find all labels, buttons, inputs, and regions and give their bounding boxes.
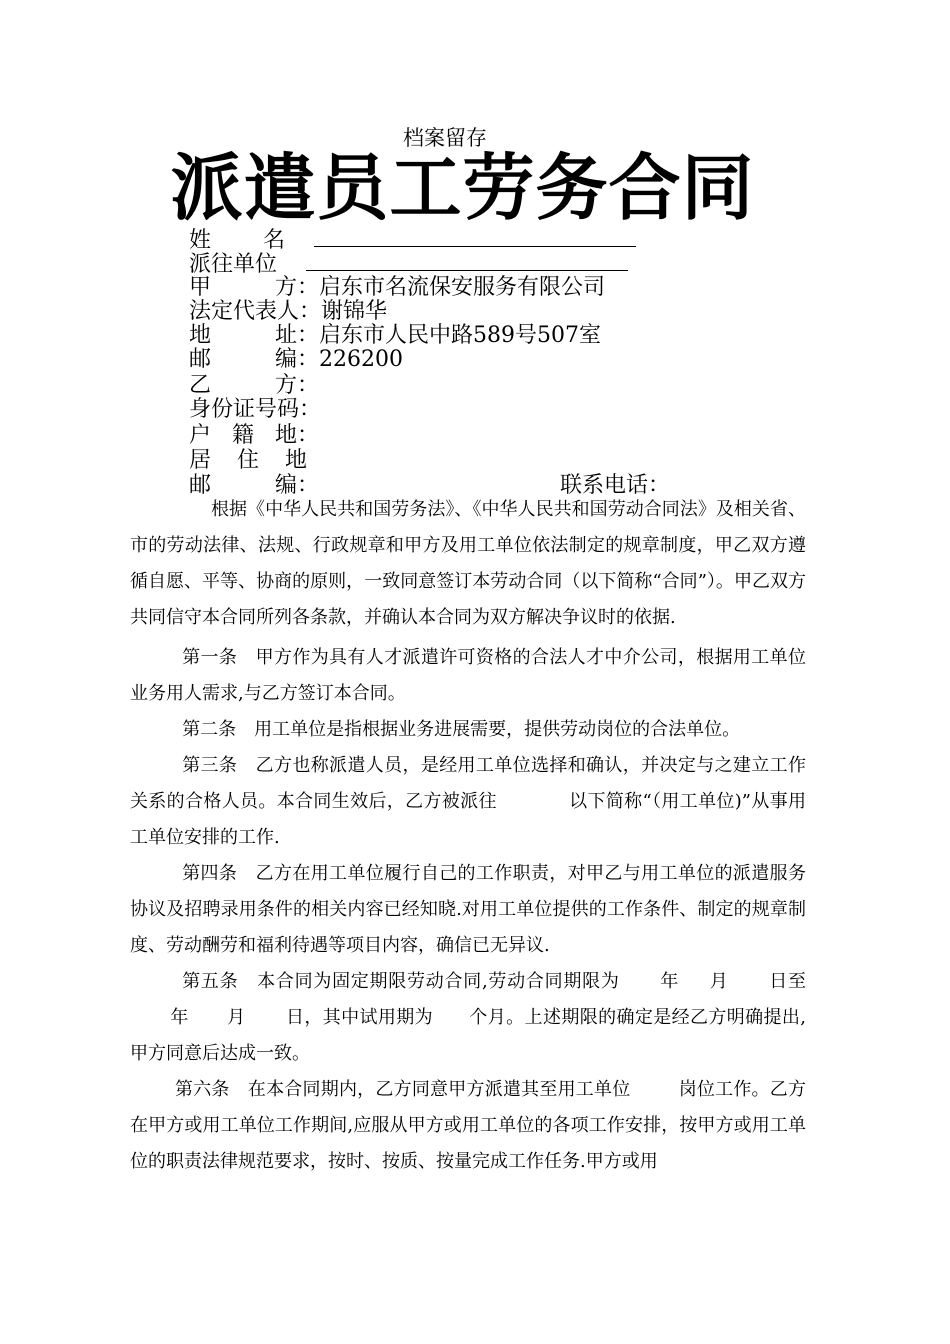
phone-label: 联系电话： <box>560 473 671 498</box>
postcode-row <box>189 348 403 372</box>
article-3: 第三条 乙方也称派遣人员，是经用工单位选择和确认，并决定与之建立工作关系的合格人员。本合同生效后，乙方被派往 以下简称“（用工单位)”从事用工单位安排的工作. <box>130 755 806 848</box>
address-row <box>189 324 601 348</box>
name-blank-line <box>314 228 636 247</box>
unit-blank-line <box>306 252 628 271</box>
contract-title: 派遣员工劳务合同 <box>170 145 755 230</box>
legal-rep-label: 法定代表人： <box>189 299 322 324</box>
residence-label: 居 住 地 <box>189 448 307 473</box>
partyA-value: 启东市名流保安服务有限公司 <box>319 275 606 300</box>
contract-body <box>130 492 806 1180</box>
address-label: 地 址： <box>189 323 319 348</box>
name-label: 姓 名 <box>189 228 285 253</box>
article-1: 第一条 甲方作为具有人才派遣许可资格的合法人才中介公司，根据用工单位业务用人需求,与乙方签订本合同。 <box>130 647 806 704</box>
intro-paragraph: 根据《中华人民共和国劳务法》、《中华人民共和国劳动合同法》及相关省、市的劳动法律、法规、行政规章和甲方及用工单位依法制定的规章制度，甲乙双方遵循自愿、平等、协商的原则，一致同意签订本劳动合同（以下简称“合同”）。甲乙双方共同信守本合同所列各条款，并确认本合同为双方解决争议时的依据. <box>130 499 806 628</box>
hukou-row <box>189 424 319 448</box>
unit-label: 派往单位 <box>189 252 278 277</box>
name-row <box>189 228 636 253</box>
partyB-row <box>189 374 319 398</box>
partyA-row <box>189 276 605 300</box>
postcode-label: 邮 编： <box>189 347 319 372</box>
address-value: 启东市人民中路589号507室 <box>319 323 601 348</box>
partyA-label: 甲 方： <box>189 275 319 300</box>
article-6: 第六条 在本合同期内，乙方同意甲方派遣其至用工单位 岗位工作。乙方在甲方或用工单位工作期间,应服从甲方或用工单位的各项工作安排，按甲方或用工单位的职责法律规范要求，按时、按质、按量完成工作任务.甲方或用 <box>130 1079 806 1172</box>
legal-rep-row <box>189 300 387 324</box>
id-label: 身份证号码： <box>189 397 322 422</box>
postcode2-label: 邮 编： <box>189 473 319 498</box>
unit-row <box>189 252 628 277</box>
postcode-value: 226200 <box>319 347 403 372</box>
residence-row <box>189 449 307 473</box>
id-row <box>189 398 321 422</box>
article-5: 第五条 本合同为固定期限劳动合同,劳动合同期限为 年 月 日至年 月 日，其中试用期为 个月。上述期限的确定是经乙方明确提出,甲方同意后达成一致。 <box>130 971 807 1064</box>
article-2: 第二条 用工单位是指根据业务进展需要，提供劳动岗位的合法单位。 <box>182 719 741 740</box>
hukou-label: 户 籍 地： <box>189 423 319 448</box>
article-4: 第四条 乙方在用工单位履行自己的工作职责，对甲乙与用工单位的派遣服务协议及招聘录用条件的相关内容已经知晓.对用工单位提供的工作条件、制定的规章制度、劳动酬劳和福利待遇等项目内容，确信已无异议. <box>130 863 806 956</box>
archive-label: 档案留存 <box>403 126 487 150</box>
legal-rep-value: 谢锦华 <box>321 299 388 324</box>
partyB-label: 乙 方： <box>189 373 319 398</box>
